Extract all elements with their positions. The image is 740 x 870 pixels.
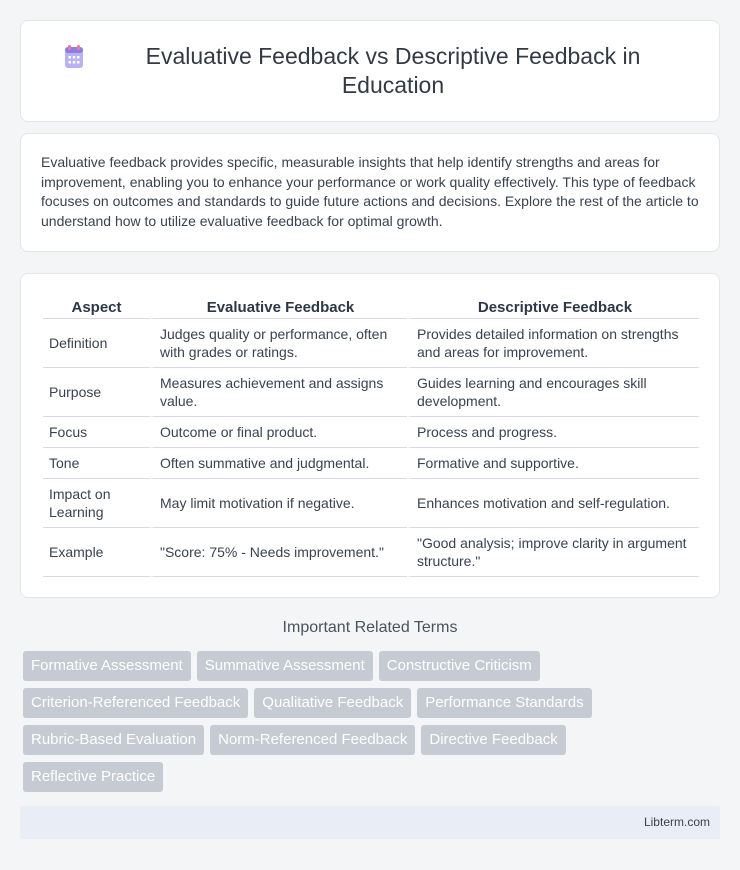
- row-descriptive: Process and progress.: [407, 417, 699, 448]
- row-evaluative: May limit motivation if negative.: [150, 479, 407, 528]
- related-terms-heading: Important Related Terms: [282, 619, 458, 636]
- page-title: Evaluative Feedback vs Descriptive Feedback in Education: [145, 43, 641, 98]
- header-card: [20, 20, 720, 122]
- related-term-tag[interactable]: Qualitative Feedback: [254, 688, 411, 718]
- row-aspect: Definition: [43, 319, 150, 368]
- table-row: [43, 319, 699, 368]
- table-row: [43, 368, 699, 417]
- table-row: [43, 448, 699, 479]
- related-term-tag[interactable]: Performance Standards: [417, 688, 591, 718]
- related-term-tag[interactable]: Summative Assessment: [197, 651, 373, 681]
- row-descriptive: Guides learning and encourages skill development.: [407, 368, 699, 417]
- footer-site-link[interactable]: Libterm.com: [643, 815, 710, 829]
- row-descriptive: Provides detailed information on strengths and areas for improvement.: [407, 319, 699, 368]
- row-aspect: Tone: [43, 448, 150, 479]
- row-descriptive: Formative and supportive.: [407, 448, 699, 479]
- row-evaluative: Outcome or final product.: [150, 417, 407, 448]
- intro-paragraph: Evaluative feedback provides specific, measurable insights that help identify strengths and areas for improvement, enabling you to enhance your performance or work quality effectively. This type of feedback focuses on outcomes and standards to guide future actions and decisions. Explore the rest of the article to understand how to utilize evaluative feedback for optimal growth.: [41, 154, 699, 229]
- column-header-aspect: Aspect: [43, 296, 150, 319]
- related-term-tag[interactable]: Norm-Referenced Feedback: [210, 725, 415, 755]
- row-aspect: Impact on Learning: [43, 479, 150, 528]
- table-header-row: [43, 296, 699, 319]
- row-descriptive: "Good analysis; improve clarity in argument structure.": [407, 528, 699, 577]
- column-header-evaluative: Evaluative Feedback: [150, 296, 407, 319]
- related-terms-list: [23, 651, 703, 799]
- table-row: [43, 417, 699, 448]
- related-term-tag[interactable]: Rubric-Based Evaluation: [23, 725, 204, 755]
- row-aspect: Purpose: [43, 368, 150, 417]
- row-evaluative: "Score: 75% - Needs improvement.": [150, 528, 407, 577]
- row-aspect: Focus: [43, 417, 150, 448]
- related-term-tag[interactable]: Criterion-Referenced Feedback: [23, 688, 248, 718]
- comparison-table: [43, 296, 699, 577]
- related-term-tag[interactable]: Formative Assessment: [23, 651, 191, 681]
- row-evaluative: Often summative and judgmental.: [150, 448, 407, 479]
- footer: [20, 806, 720, 839]
- row-evaluative: Measures achievement and assigns value.: [150, 368, 407, 417]
- table-row: [43, 528, 699, 577]
- related-term-tag[interactable]: Constructive Criticism: [379, 651, 540, 681]
- table-row: [43, 479, 699, 528]
- document-list-icon: [61, 44, 87, 70]
- row-evaluative: Judges quality or performance, often with grades or ratings.: [150, 319, 407, 368]
- comparison-card: [20, 273, 720, 598]
- row-descriptive: Enhances motivation and self-regulation.: [407, 479, 699, 528]
- related-term-tag[interactable]: Directive Feedback: [421, 725, 565, 755]
- intro-card: [20, 133, 720, 252]
- column-header-descriptive: Descriptive Feedback: [407, 296, 699, 319]
- related-term-tag[interactable]: Reflective Practice: [23, 762, 163, 792]
- row-aspect: Example: [43, 528, 150, 577]
